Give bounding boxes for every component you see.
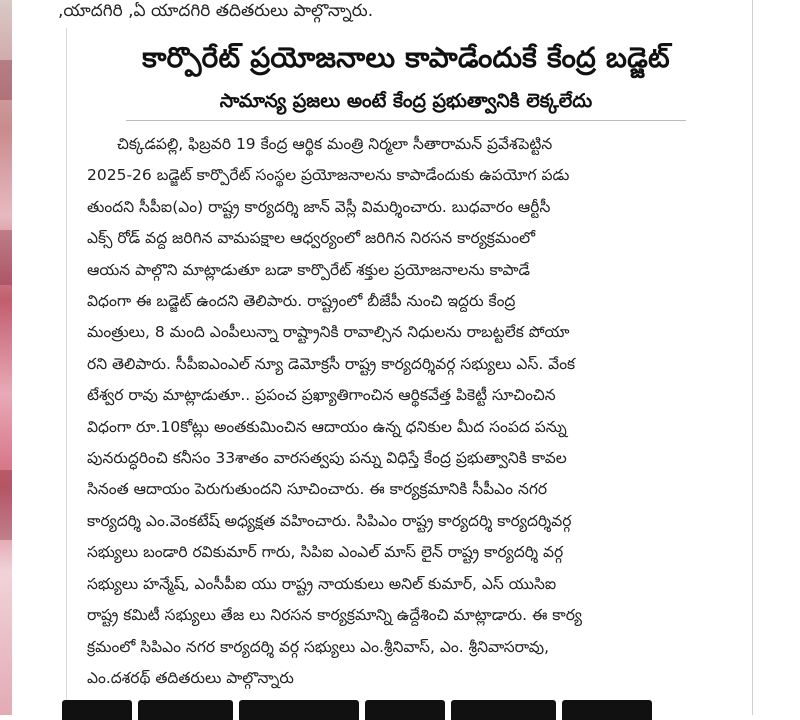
body-line: ఎక్స్ రోడ్ వద్ద జరిగిన వామపక్షాల ఆధ్వర్యంలో జరిగిన నిరసన కార్యక్రమంలో [87,229,536,248]
body-line: రని తెలిపారు. సీపీఐఎంఎల్ న్యూ డెమోక్రసీ రాష్ట్ర కార్యదర్శివర్గ సభ్యులు ఎస్. వేంక [87,354,576,373]
article-headline: కార్పొరేట్ ప్రయోజనాలు కాపాడేందుకే కేంద్ర బడ్జెట్ [142,41,670,74]
adjacent-photo-edge [0,0,12,715]
next-article-headline-cutoff [62,700,702,720]
column-divider [752,0,753,715]
body-line: ఆయన పాల్గొని మాట్లాడుతూ బడా కార్పొరేట్ శక్తుల ప్రయోజనాలను కాపాడే [87,260,530,279]
body-line: విధంగా రూ.10కోట్లు అంతకుమించిన ఆదాయం ఉన్న ధనికుల మీద సంపద పన్ను [87,417,567,436]
body-line: సభ్యులు బండారి రవికుమార్ గారు, సిపిఐ ఎంఎల్ మాస్ లైన్ రాష్ట్ర కార్యదర్శి వర్గ [87,543,564,562]
body-line: సభ్యులు హన్మేష్, ఎంసీపీఐ యు రాష్ట్ర నాయకులు అనిల్ కుమార్, ఎస్ యుసిఐ [87,574,557,593]
body-line: కార్యదర్శి ఎం.వెంకటేష్ అధ్యక్షత వహించారు. సిపిఎం రాష్ట్ర కార్యదర్శి కార్యదర్శివర్గ [87,511,572,530]
body-line: క్రమంలో సిపిఎం నగర కార్యదర్శి వర్గ సభ్యులు ఎం.శ్రీనివాస్, ఎం. శ్రీనివాసరావు, [87,637,550,656]
body-line: చిక్కడపల్లి, ఫిబ్రవరి 19 కేంద్ర ఆర్థిక మంత్రి నిర్మలా సీతారామన్ ప్రవేశపెట్టిన [117,135,553,153]
body-line: రాష్ట్ర కమిటీ సభ్యులు తేజ లు నిరసన కార్యక్రమాన్ని ఉద్దేశించి మాట్లాడారు. ఈ కార్య [87,606,583,625]
body-line: ఎం.దశరథ్ తదితరులు పాల్గొన్నారు [87,668,294,687]
newspaper-page [16,0,800,715]
body-line: మంత్రులు, 8 మంది ఎంపీలున్నా రాష్ట్రానికి రావాల్సిన నిధులను రాబట్టలేక పోయా [87,323,570,342]
body-line: 2025-26 బడ్జెట్ కార్పొరేట్ సంస్థల ప్రయోజనాలను కాపాడేందుకు ఉపయోగ పడు [87,166,570,185]
news-article [66,28,745,715]
article-body [67,129,745,694]
previous-article-closing-line: ,యాదగిరి ,ఏ యాదగిరి తదితరులు పాల్గొన్నారు. [58,1,374,21]
body-line: తుందని సీపీఐ(ఎం) రాష్ట్ర కార్యదర్శి జాన్ వెస్లీ విమర్శించారు. బుధవారం ఆర్టీసీ [87,197,551,216]
article-subheadline: సామాన్య ప్రజలు అంటే కేంద్ర ప్రభుత్వానికి లెక్కలేదు [126,88,686,121]
body-line: పునరుద్ధరించి కనీసం 33శాతం వారసత్వపు పన్ను విధిస్తే కేంద్ర ప్రభుత్వానికి కావల [87,449,567,468]
body-line: విధంగా ఈ బడ్జెట్ ఉందని తెలిపారు. రాష్ట్రంలో బీజేపీ నుంచి ఇద్దరు కేంద్ర [87,292,516,311]
body-line: టేశ్వర రావు మాట్లాడుతూ.. ప్రపంచ ప్రఖ్యాతిగాంచిన ఆర్థికవేత్త పికెట్టీ సూచించిన [87,386,556,405]
body-line: సినంత ఆదాయం పెరుగుతుందని సూచించారు. ఈ కార్యక్రమానికి సీపీఎం నగర [87,480,548,499]
